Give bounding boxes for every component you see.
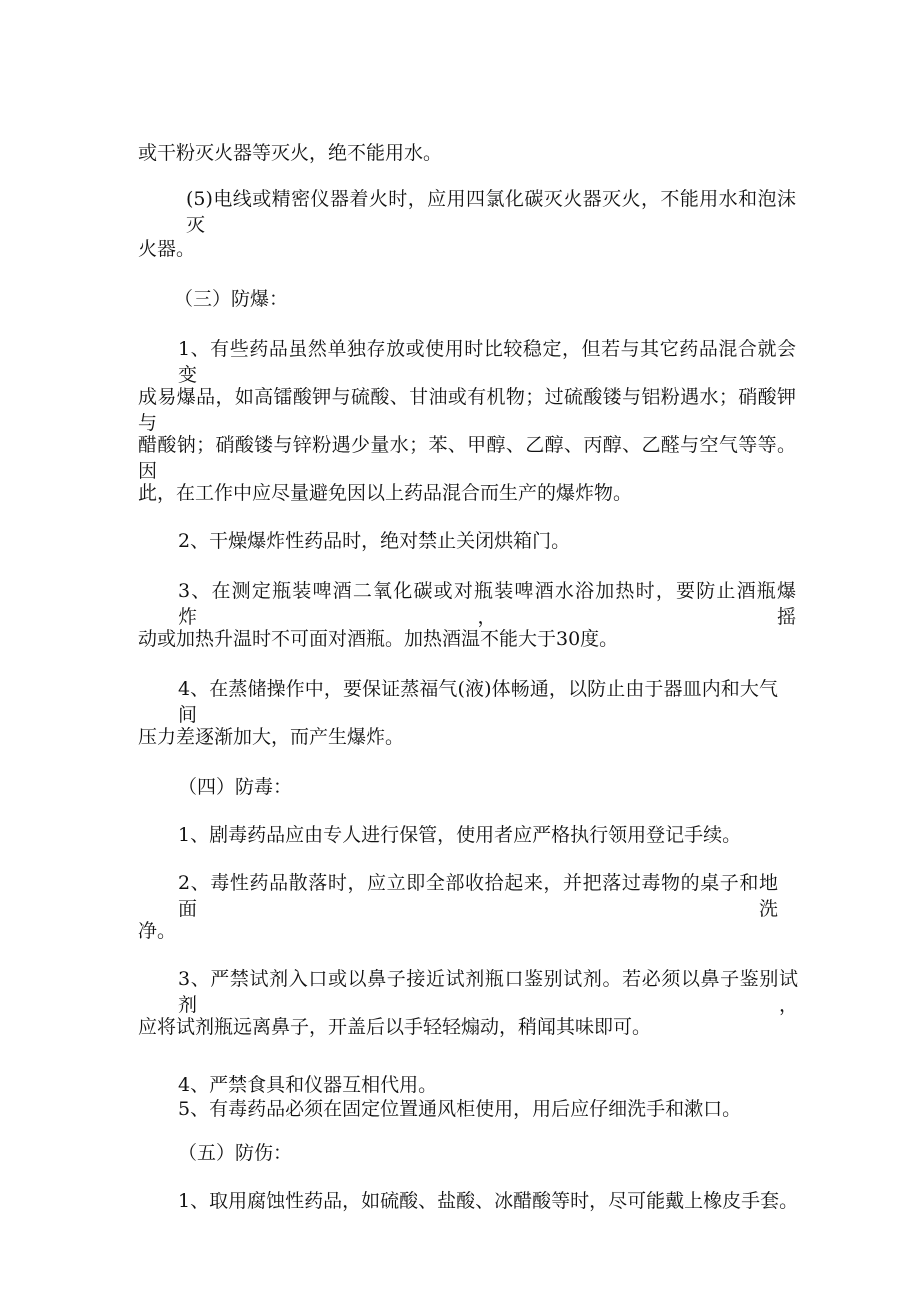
- section-heading: （五）防伤：: [178, 1142, 293, 1164]
- text-line: 动或加热升温时不可面对酒瓶。加热酒温不能大于30度。: [138, 628, 619, 650]
- text-line: 2、毒性药品散落时，应立即全部收拾起来，并把落过毒物的桌子和地面洗: [178, 872, 778, 920]
- text-line: 压力差逐渐加大，而产生爆炸。: [138, 726, 405, 748]
- text-line: 1、剧毒药品应由专人进行保管，使用者应严格执行领用登记手续。: [178, 824, 742, 846]
- text-line: 3、在测定瓶装啤酒二氧化碳或对瓶装啤酒水浴加热时，要防止酒瓶爆炸，摇: [178, 580, 796, 628]
- text-line: 醋酸钠；硝酸镂与锌粉遇少量水；苯、甲醇、乙醇、丙醇、乙醛与空气等等。因: [138, 434, 796, 482]
- text-line: 火器。: [138, 238, 196, 260]
- section-heading: （四）防毒：: [178, 776, 293, 798]
- text-line: 3、严禁试剂入口或以鼻子接近试剂瓶口鉴别试剂。若必须以鼻子鉴别试剂，: [178, 968, 798, 1016]
- text-line: (5)电线或精密仪器着火时，应用四氯化碳灭火器灭火，不能用水和泡沫灭: [186, 188, 796, 236]
- text-line: 1、取用腐蚀性药品，如硫酸、盐酸、冰醋酸等时，尽可能戴上橡皮手套。: [178, 1190, 799, 1212]
- text-line: 5、有毒药品必须在固定位置通风柜使用，用后应仔细洗手和漱口。: [178, 1098, 742, 1120]
- text-line: 此，在工作中应尽量避免因以上药品混合而生产的爆炸物。: [138, 482, 633, 504]
- text-line: 4、在蒸储操作中，要保证蒸福气(液)体畅通，以防止由于器皿内和大气间: [178, 678, 778, 726]
- text-line: 4、严禁食具和仪器互相代用。: [178, 1074, 438, 1096]
- text-line: 成易爆品，如高镭酸钾与硫酸、甘油或有机物；过硫酸镂与铝粉遇水；硝酸钾与: [138, 386, 796, 434]
- text-line: 净。: [138, 920, 177, 942]
- text-line: 或干粉灭火器等灭火，绝不能用水。: [138, 142, 443, 164]
- text-line: 应将试剂瓶远离鼻子，开盖后以手轻轻煽动，稍闻其味即可。: [138, 1016, 652, 1038]
- section-heading: （三）防爆：: [174, 288, 289, 310]
- text-line: 2、干燥爆炸性药品时，绝对禁止关闭烘箱门。: [178, 530, 571, 552]
- text-line: 1、有些药品虽然单独存放或使用时比较稳定，但若与其它药品混合就会变: [178, 338, 796, 386]
